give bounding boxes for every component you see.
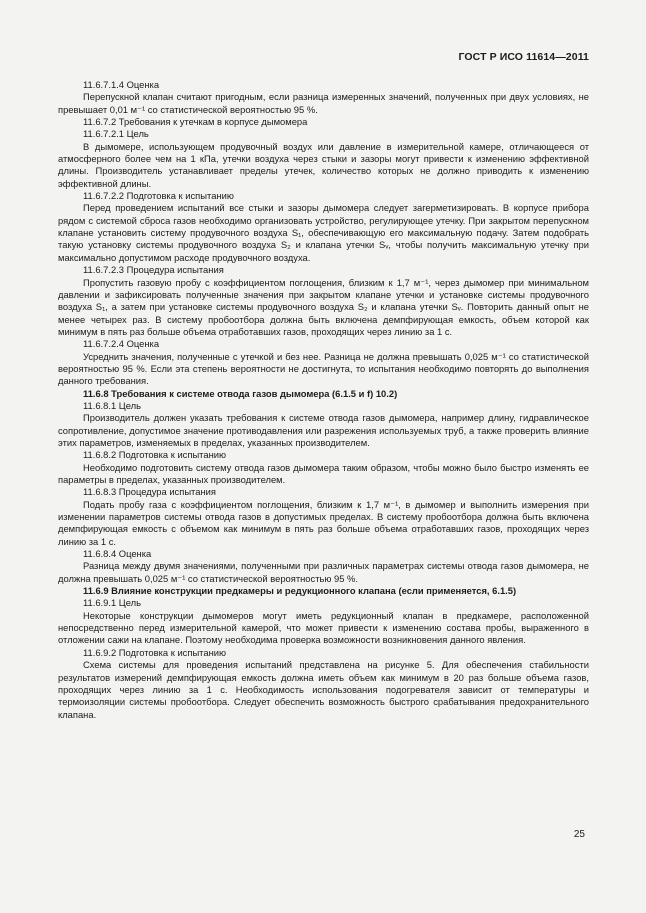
section-heading: 11.6.8.3 Процедура испытания (83, 486, 216, 498)
body-paragraph: Разница между двумя значениями, полученными при различных параметрах системы отвода газов дымомера, не должна превышать 0,025 м⁻¹ со статистической вероятностью 95 %. (58, 560, 589, 584)
section-heading: 11.6.7.2.2 Подготовка к испытанию (83, 190, 234, 202)
document-body (58, 79, 589, 721)
section-heading: 11.6.7.2.4 Оценка (83, 338, 160, 350)
document-standard-header: ГОСТ Р ИСО 11614—2011 (458, 51, 589, 63)
section-heading: 11.6.7.2.3 Процедура испытания (83, 264, 224, 276)
body-paragraph: Пропустить газовую пробу с коэффициентом поглощения, близким к 1,7 м⁻¹, через дымомер при минимальном давлении и зафиксировать полученные значения при закрытом клапане утечки и установке системы продувочного воздуха S₁, а затем при установке системы продувочного воздуха S₂ и клапана утечки Sᵥ. Повторить данный опыт не менее четырех раз. В систему пробоотбора должна быть включена демпфирующая емкость, объем которой как минимум в пять раз больше объема отработавших газов, проходящих через линию за 1 с. (58, 276, 589, 337)
section-heading: 11.6.8.4 Оценка (83, 548, 152, 560)
body-paragraph: Некоторые конструкции дымомеров могут иметь редукционный клапан в предкамере, расположенной непосредственно перед измерительной камерой, что может привести к изменению состава пробы, выраженного в отложении сажи на клапане. Поэтому необходима проверка возможности возникновения данного явления. (58, 609, 589, 646)
body-paragraph: Перед проведением испытаний все стыки и зазоры дымомера следует загерметизировать. В корпусе прибора рядом с системой сброса газов необходимо организовать устройство, регулирующее утечку. При закрытом перепускном клапане установить систему продувочного воздуха S₁, обеспечивающую его максимальную подачу. Затем подобрать такую установку системы продувочного воздуха S₂ и клапана утечки Sᵥ, чтобы получить максимальную утечку при максимально допустимом расходе продувочного воздуха. (58, 202, 589, 263)
section-heading: 11.6.7.2 Требования к утечкам в корпусе дымомера (83, 116, 308, 128)
body-paragraph: Схема системы для проведения испытаний представлена на рисунке 5. Для обеспечения стабильности результатов измерений демпфирующая емкость должна иметь объем как минимум в 20 раз больше объема газов, проходящих через линию за 1 с. Необходимость использования подогревателя зависит от температуры и термоизоляции системы пробоотбора. Следует обеспечить возможность быстрого срабатывания предохранительного клапана. (58, 659, 589, 720)
body-paragraph: Подать пробу газа с коэффициентом поглощения, близким к 1,7 м⁻¹, в дымомер и выполнить измерения при изменении параметров системы отвода газов в допустимых пределах. В систему пробоотбора должна быть включена демпфирующая емкость с объемом как минимум в пять раз больше объема отработавших газов, проходящих через линию за 1 с. (58, 498, 589, 547)
body-paragraph: Необходимо подготовить систему отвода газов дымомера таким образом, чтобы можно было быстро изменять ее параметры в пределах, указанных производителем. (58, 461, 589, 485)
body-paragraph: Перепускной клапан считают пригодным, если разница измеренных значений, полученных при двух условиях, не превышает 0,01 м⁻¹ со статистической вероятностью 95 %. (58, 91, 589, 115)
section-heading: 11.6.7.1.4 Оценка (83, 79, 160, 90)
section-heading: 11.6.7.2.1 Цель (83, 128, 149, 140)
body-paragraph: В дымомере, использующем продувочный воздух или давление в измерительной камере, отличающееся от атмосферного более чем на 1 кПа, утечки воздуха через стыки и зазоры могут привести к изменению эффективной длины. Производитель устанавливает пределы утечек, количество которых не должно приводить к изменению эффективной длины. (58, 140, 589, 189)
section-heading: 11.6.9.1 Цель (83, 597, 141, 609)
body-paragraph: Усреднить значения, полученные с утечкой и без нее. Разница не должна превышать 0,025 м⁻¹ со статистической вероятностью 95 %. Если эта степень вероятности не достигнута, то испытания необходимо повторять до выполнения данного требования. (58, 350, 589, 387)
page-number: 25 (573, 829, 585, 840)
body-paragraph: Производитель должен указать требования к системе отвода газов дымомера, например длину, гидравлическое сопротивление, допустимое значение противодавления или разрежения используемых труб, а также проверить влияние этих параметров, изменяемых в пределах, указанных производителем. (58, 412, 589, 448)
bold-section-heading: 11.6.9 Влияние конструкции предкамеры и редукционного клапана (если применяется, 6.1.5) (83, 585, 517, 597)
section-heading: 11.6.8.2 Подготовка к испытанию (83, 449, 227, 461)
section-heading: 11.6.8.1 Цель (83, 399, 141, 411)
section-heading: 11.6.9.2 Подготовка к испытанию (83, 646, 227, 658)
bold-section-heading: 11.6.8 Требования к системе отвода газов дымомера (6.1.5 и f) 10.2) (83, 387, 398, 399)
